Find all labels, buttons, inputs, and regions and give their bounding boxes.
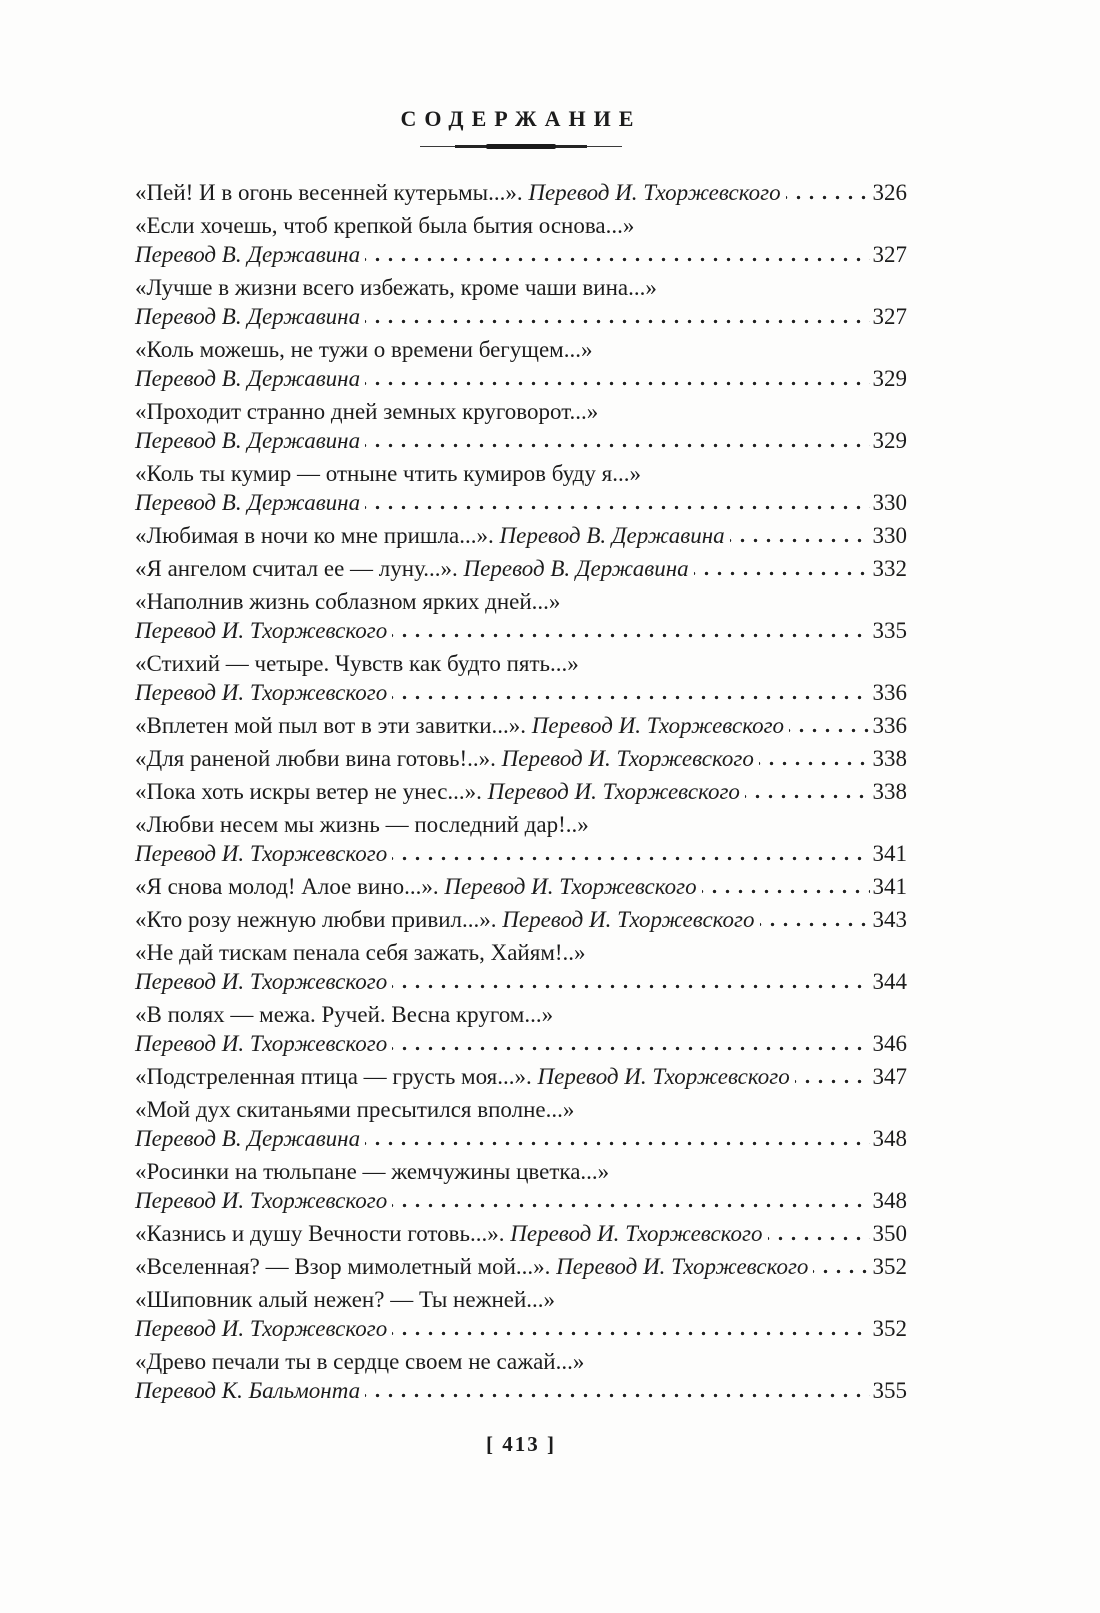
dot-leader [365,364,869,393]
toc-line-text [135,1376,360,1405]
dot-leader [365,1124,869,1153]
entry-translator: Перевод В. Державина [135,366,361,391]
entry-page-number: 348 [872,1126,907,1151]
entry-page-number: 348 [872,1188,907,1213]
entry-page-number: 335 [872,618,907,643]
toc-leader-line [135,1186,907,1215]
page-title: СОДЕРЖАНИЕ [400,106,642,131]
toc-leader-line [135,426,907,455]
entry-translator: Перевод И. Тхоржевского [135,1031,388,1056]
entry-page-number: 341 [872,874,907,899]
toc-entry [135,649,907,707]
header-rule-ornament [420,144,622,150]
entry-translator: Перевод И. Тхоржевского [135,1316,388,1341]
entry-page-number: 352 [872,1316,907,1341]
toc-entry [135,810,907,868]
page-footer [135,1432,907,1457]
entry-title: «Пей! И в огонь весенней кутерьмы...». [135,180,529,205]
entry-translator: Перевод В. Державина [135,490,361,515]
toc-entry [135,554,907,583]
dot-leader [365,302,869,331]
entry-title: «Проходит странно дней земных круговорот...» [135,399,599,424]
entry-page-number: 338 [872,779,907,804]
entry-page-number: 338 [872,746,907,771]
entry-page-number: 350 [872,1221,907,1246]
entry-page-number: 332 [872,556,907,581]
entry-title: «Кто розу нежную любви привил...». [135,907,503,932]
toc-line-text [135,364,360,393]
dot-leader [365,1376,869,1405]
toc-entry [135,397,907,455]
toc-line-text [135,678,387,707]
toc-line-text [135,1186,387,1215]
text-block [135,0,907,1409]
toc-entry [135,872,907,901]
entry-title: «Казнись и душу Вечности готовь...». [135,1221,511,1246]
toc-leader-line [135,1219,907,1248]
toc-leader-line [135,616,907,645]
entry-translator: Перевод И. Тхоржевского [531,713,785,738]
toc-line-text [135,488,360,517]
toc-line-text [135,1029,387,1058]
toc-leader-line [135,240,907,269]
dot-leader [392,678,869,707]
dot-leader [365,488,869,517]
dot-leader [365,240,869,269]
entry-translator: Перевод И. Тхоржевского [487,779,740,804]
toc-line-text [135,905,755,934]
toc-leader-line [135,905,907,934]
entry-translator: Перевод В. Державина [135,428,361,453]
toc-entry [135,587,907,645]
toc-line-text [135,872,697,901]
dot-leader [760,905,870,934]
toc-leader-line [135,1376,907,1405]
dot-leader [392,839,869,868]
toc-line-text [135,967,387,996]
rule-thick-line [486,144,556,149]
entry-translator: Перевод И. Тхоржевского [510,1221,763,1246]
toc-leader-line [135,1029,907,1058]
toc-entry [135,335,907,393]
entry-translator: Перевод И. Тхоржевского [502,907,755,932]
entry-translator: Перевод И. Тхоржевского [135,680,388,705]
entry-title: «Не дай тискам пенала себя зажать, Хайям!..» [135,940,586,965]
toc-entry [135,1095,907,1153]
dot-leader [392,1186,869,1215]
toc-leader-line [135,777,907,806]
dot-leader [702,872,870,901]
entry-title: «Если хочешь, чтоб крепкой была бытия основа...» [135,213,635,238]
dot-leader [392,967,869,996]
toc-line-text [135,1062,790,1091]
toc-line-text [135,839,387,868]
toc-line-text [135,240,360,269]
dot-leader [694,554,870,583]
toc-line-text [135,521,725,550]
toc-line-text [135,554,689,583]
entry-title: «В полях — межа. Ручей. Весна кругом...» [135,1002,554,1027]
entry-page-number: 327 [872,242,907,267]
entry-title: «Пока хоть искры ветер не унес...». [135,779,488,804]
toc-list [135,178,907,1405]
toc-leader-line [135,678,907,707]
toc-line-text [135,1314,387,1343]
entry-title: «Наполнив жизнь соблазном ярких дней...» [135,589,561,614]
toc-leader-line [135,178,907,207]
entry-translator: Перевод И. Тхоржевского [444,874,697,899]
toc-entry [135,1219,907,1248]
toc-leader-line [135,1124,907,1153]
dot-leader [392,1029,869,1058]
entry-title: «Мой дух скитаньями пресытился вполне...» [135,1097,575,1122]
entry-page-number: 355 [872,1378,907,1403]
entry-title: «Подстреленная птица — грусть моя...». [135,1064,538,1089]
entry-title: «Коль ты кумир — отныне чтить кумиров буду я...» [135,461,641,486]
entry-translator: Перевод И. Тхоржевского [135,1188,388,1213]
entry-page-number: 327 [872,304,907,329]
entry-translator: Перевод И. Тхоржевского [537,1064,790,1089]
dot-leader [745,777,870,806]
toc-leader-line [135,839,907,868]
entry-title: «Вплетен мой пыл вот в эти завитки...». [135,713,532,738]
entry-page-number: 344 [872,969,907,994]
entry-page-number: 341 [872,841,907,866]
toc-entry [135,1347,907,1405]
dot-leader [786,178,870,207]
dot-leader [795,1062,870,1091]
entry-page-number: 343 [872,907,907,932]
entry-translator: Перевод В. Державина [463,556,689,581]
toc-leader-line [135,711,907,740]
toc-line-text [135,178,781,207]
entry-title: «Росинки на тюльпане — жемчужины цветка...» [135,1159,610,1184]
dot-leader [759,744,870,773]
entry-title: «Коль можешь, не тужи о времени бегущем...» [135,337,593,362]
toc-line-text [135,711,784,740]
toc-leader-line [135,302,907,331]
entry-title: «Любимая в ночи ко мне пришла...». [135,523,500,548]
entry-title: «Для раненой любви вина готовь!..». [135,746,502,771]
toc-line-text [135,744,754,773]
toc-entry [135,777,907,806]
toc-line-text [135,426,360,455]
toc-entry [135,744,907,773]
entry-translator: Перевод И. Тхоржевского [135,969,388,994]
toc-leader-line [135,1314,907,1343]
toc-entry [135,273,907,331]
dot-leader [392,1314,869,1343]
entry-page-number: 330 [872,523,907,548]
entry-title: «Я ангелом считал ее — луну...». [135,556,464,581]
toc-entry [135,905,907,934]
entry-translator: Перевод В. Державина [499,523,725,548]
entry-translator: Перевод В. Державина [135,304,361,329]
toc-entry [135,459,907,517]
entry-translator: Перевод В. Державина [135,242,361,267]
entry-title: «Шиповник алый нежен? — Ты нежней...» [135,1287,556,1312]
toc-entry [135,1062,907,1091]
dot-leader [789,711,869,740]
entry-title: «Вселенная? — Взор мимолетный мой...». [135,1254,557,1279]
entry-translator: Перевод И. Тхоржевского [135,841,388,866]
dot-leader [392,616,869,645]
toc-leader-line [135,488,907,517]
entry-page-number: 352 [872,1254,907,1279]
entry-page-number: 326 [872,180,907,205]
entry-page-number: 346 [872,1031,907,1056]
entry-page-number: 329 [872,366,907,391]
entry-translator: Перевод И. Тхоржевского [528,180,781,205]
entry-translator: Перевод В. Державина [135,1126,361,1151]
entry-translator: Перевод И. Тхоржевского [556,1254,809,1279]
dot-leader [365,426,869,455]
toc-entry [135,1000,907,1058]
toc-leader-line [135,1062,907,1091]
toc-entry [135,521,907,550]
toc-leader-line [135,554,907,583]
toc-entry [135,711,907,740]
entry-page-number: 330 [872,490,907,515]
toc-entry [135,178,907,207]
toc-leader-line [135,744,907,773]
entry-page-number: 347 [872,1064,907,1089]
entry-page-number: 336 [872,680,907,705]
dot-leader [813,1252,869,1281]
dot-leader [730,521,870,550]
toc-line-text [135,302,360,331]
toc-entry [135,211,907,269]
toc-leader-line [135,872,907,901]
toc-line-text [135,1124,360,1153]
toc-entry [135,1157,907,1215]
entry-translator: Перевод К. Бальмонта [135,1378,361,1403]
toc-entry [135,1252,907,1281]
entry-translator: Перевод И. Тхоржевского [501,746,754,771]
entry-title: «Стихий — четыре. Чувств как будто пять...» [135,651,579,676]
toc-leader-line [135,521,907,550]
entry-translator: Перевод И. Тхоржевского [135,618,388,643]
folio-page-number: [ 413 ] [486,1432,556,1456]
entry-title: «Лучше в жизни всего избежать, кроме чаши вина...» [135,275,657,300]
toc-leader-line [135,364,907,393]
toc-line-text [135,1252,808,1281]
entry-title: «Любви несем мы жизнь — последний дар!..» [135,812,589,837]
entry-title: «Я снова молод! Алое вино...». [135,874,445,899]
entry-title: «Древо печали ты в сердце своем не сажай...» [135,1349,585,1374]
toc-line-text [135,616,387,645]
toc-entry [135,938,907,996]
entry-page-number: 336 [872,713,907,738]
toc-line-text [135,777,740,806]
toc-line-text [135,1219,763,1248]
dot-leader [768,1219,870,1248]
page-header [135,0,907,150]
toc-leader-line [135,967,907,996]
toc-leader-line [135,1252,907,1281]
entry-page-number: 329 [872,428,907,453]
toc-entry [135,1285,907,1343]
